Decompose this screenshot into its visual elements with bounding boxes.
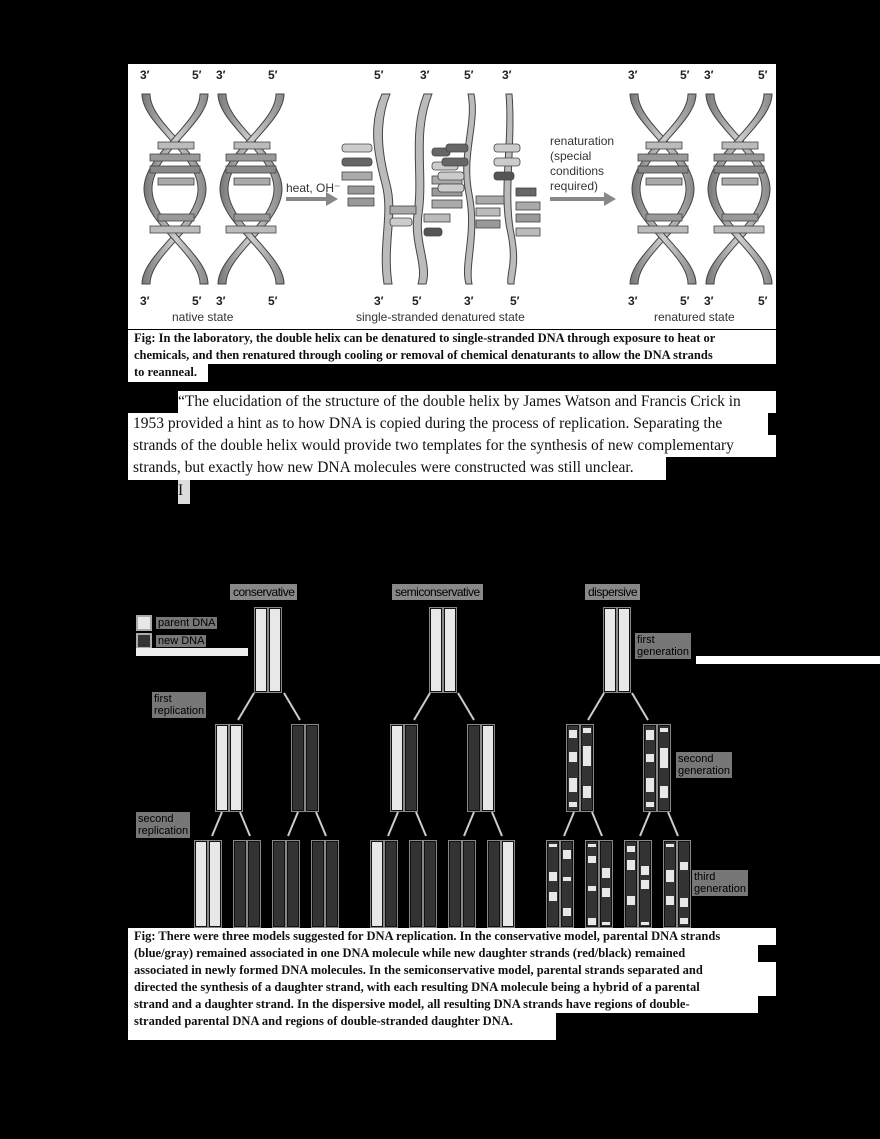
- figure2-caption-line: (blue/gray) remained associated in one DNA molecule while new daughter strands (red/black) remained: [128, 945, 758, 962]
- label-line: generation: [678, 765, 730, 777]
- figure2-caption-line: Fig: There were three models suggested for DNA replication. In the conservative model, parental DNA strands: [128, 928, 776, 945]
- prime-label: 3′: [216, 68, 226, 82]
- paragraph-line: strands of the double helix would provide two templates for the synthesis of new complementary: [128, 435, 776, 457]
- label-line: second: [678, 753, 714, 765]
- model-label-semiconservative: semiconservative: [392, 584, 483, 600]
- label-line: generation: [694, 883, 746, 895]
- label-line: first: [154, 693, 172, 705]
- prime-label: 3′: [140, 68, 150, 82]
- legend-new-label: new DNA: [158, 635, 205, 647]
- figure1-caption-line: Fig: In the laboratory, the double helix can be denatured to single-stranded DNA through exposure to heat or: [128, 330, 776, 347]
- figure1-caption-line: to reanneal.: [128, 364, 208, 382]
- prime-label: 5′: [268, 68, 278, 82]
- prime-label: 3′: [502, 68, 512, 82]
- prime-label: 5′: [758, 294, 768, 308]
- prime-label: 3′: [464, 294, 474, 308]
- label-line: replication: [154, 705, 205, 717]
- label-line: third: [694, 871, 716, 883]
- prime-label: 5′: [758, 68, 768, 82]
- prime-label: 3′: [140, 294, 150, 308]
- prime-label: 5′: [192, 68, 202, 82]
- paragraph-fragment: I: [178, 480, 190, 504]
- prime-label: 3′: [704, 294, 714, 308]
- prime-label: 3′: [704, 68, 714, 82]
- renaturation-line: (special: [550, 149, 592, 163]
- paragraph-line: strands, but exactly how new DNA molecules were constructed was still unclear.: [128, 457, 666, 480]
- prime-label: 5′: [192, 294, 202, 308]
- prime-label: 5′: [464, 68, 474, 82]
- label-line: first: [637, 634, 655, 646]
- prime-label: 5′: [374, 68, 384, 82]
- paragraph-line: “The elucidation of the structure of the double helix by James Watson and Francis Crick in: [178, 391, 776, 413]
- prime-label: 5′: [510, 294, 520, 308]
- native-state-label: native state: [172, 310, 234, 324]
- figure2-caption-line: strand and a daughter strand. In the dispersive model, all resulting DNA strands have regions of double-: [128, 996, 758, 1013]
- prime-label: 5′: [412, 294, 422, 308]
- prime-label: 3′: [374, 294, 384, 308]
- paragraph-line: 1953 provided a hint as to how DNA is copied during the process of replication. Separating the: [128, 413, 768, 435]
- figure2-caption-line: associated in newly formed DNA molecules. In the semiconservative model, parental strands separated and: [128, 962, 776, 979]
- model-label-conservative: conservative: [230, 584, 297, 600]
- denatured-state-label: single-stranded denatured state: [356, 310, 525, 324]
- renaturation-line: conditions: [550, 164, 605, 178]
- label-line: generation: [637, 646, 689, 658]
- heat-label: heat, OH⁻: [286, 181, 341, 195]
- prime-label: 3′: [628, 294, 638, 308]
- label-line: replication: [138, 825, 189, 837]
- prime-label: 5′: [680, 294, 690, 308]
- figure2-caption-line: stranded parental DNA and regions of double-stranded daughter DNA.: [128, 1013, 556, 1040]
- renaturation-line: renaturation: [550, 134, 615, 148]
- model-label-dispersive: dispersive: [585, 584, 640, 600]
- label-line: second: [138, 813, 174, 825]
- legend-parent-label: parent DNA: [158, 617, 216, 629]
- figure2-caption-line: directed the synthesis of a daughter strand, with each resulting DNA molecule being a hybrid of a parental: [128, 979, 776, 996]
- prime-label: 3′: [216, 294, 226, 308]
- renatured-state-label: renatured state: [654, 310, 735, 324]
- figure1-caption-line: chemicals, and then renatured through cooling or removal of chemical denaturants to allow the DNA strands: [128, 347, 776, 364]
- prime-label: 3′: [420, 68, 430, 82]
- prime-label: 3′: [628, 68, 638, 82]
- renaturation-line: required): [550, 179, 599, 193]
- prime-label: 5′: [680, 68, 690, 82]
- prime-label: 5′: [268, 294, 278, 308]
